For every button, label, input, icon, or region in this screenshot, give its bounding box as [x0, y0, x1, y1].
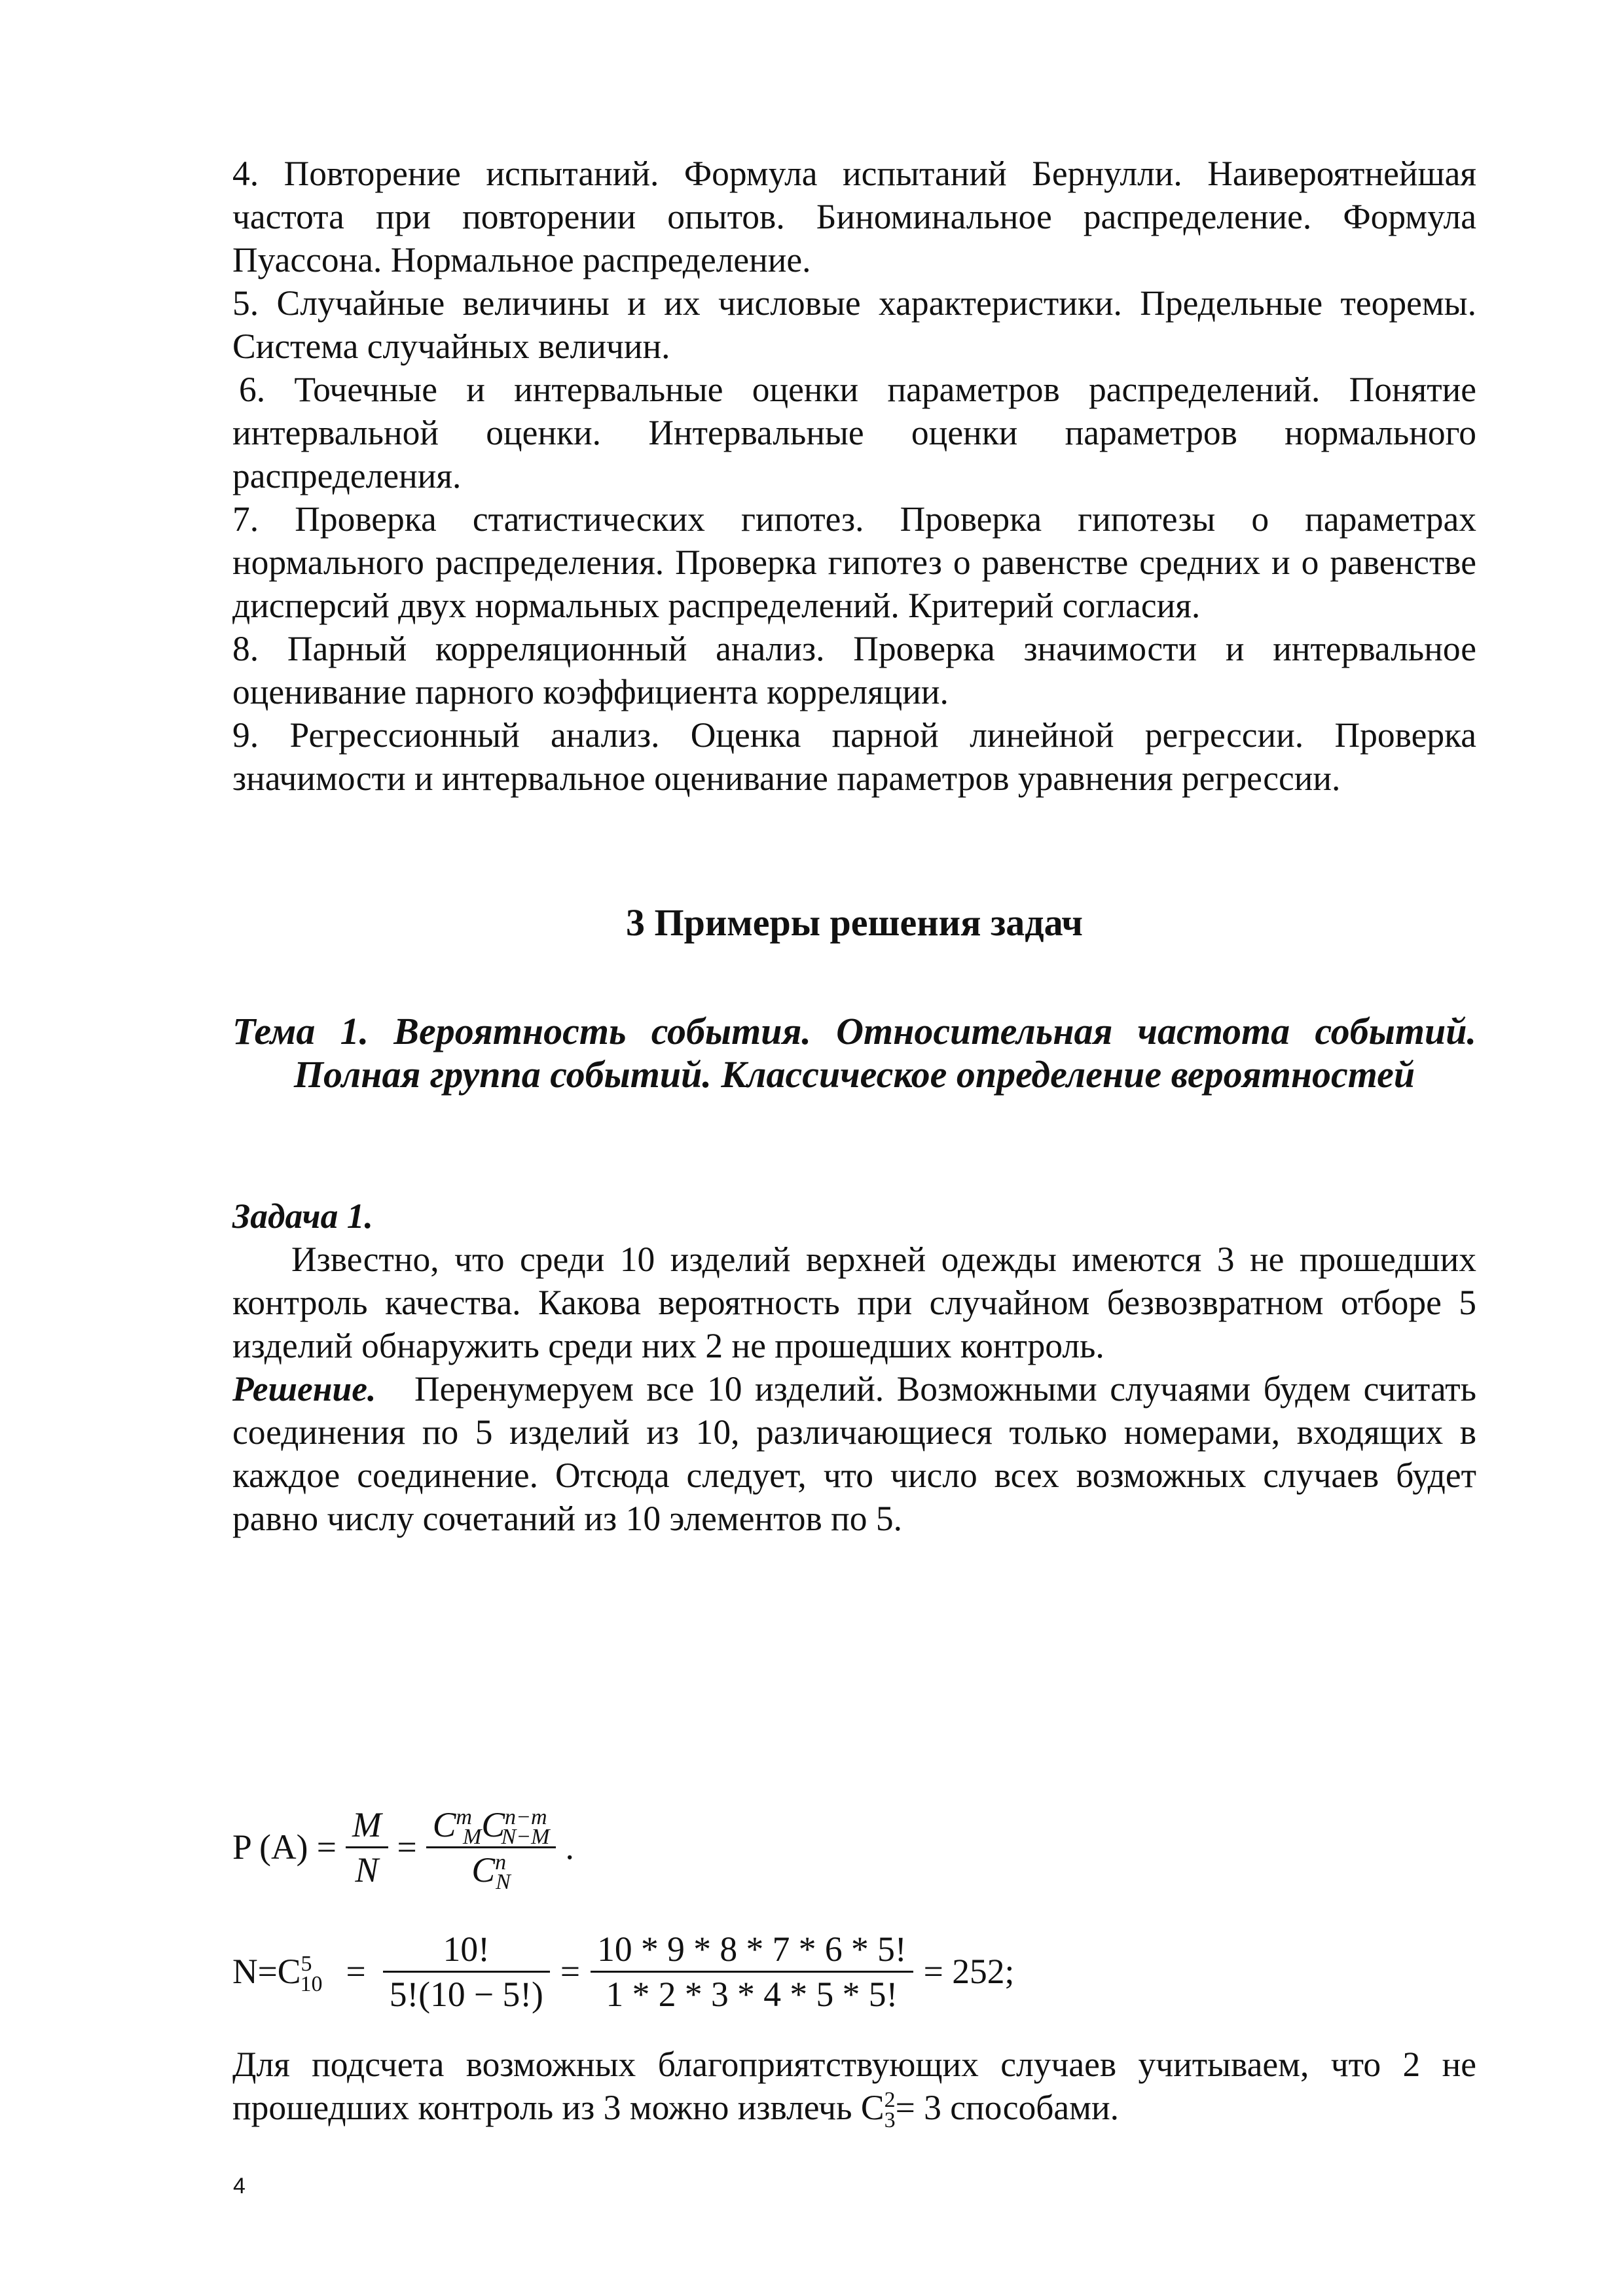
- list-item: 7. Проверка статистических гипотез. Проверка гипотезы о параметрах нормального распределения. Проверка гипотез о равенстве средних и о равенстве дисперсий двух нормальных распределений. Критерий согласия.: [232, 499, 1476, 625]
- fraction-denominator: 1 * 2 * 3 * 4 * 5 * 5!: [606, 1974, 898, 2014]
- section-title: 3 Примеры решения задач: [625, 901, 1084, 944]
- topics-list: [232, 152, 1476, 800]
- sup-index: m: [456, 1804, 472, 1829]
- final-text: [232, 2043, 1476, 2132]
- topic-title: Тема 1. Вероятность события. Относительная частота событий. Полная группа событий. Классическое определение вероятностей: [232, 1010, 1476, 1096]
- list-item: 6. Точечные и интервальные оценки параметров распределений. Понятие интервальной оценки. Интервальные оценки параметров нормального распределения.: [232, 370, 1476, 495]
- c-indices: [501, 1803, 550, 1850]
- equals-sign: =: [397, 1827, 417, 1867]
- formula1-end: .: [565, 1827, 574, 1867]
- fraction-denominator: [465, 1848, 517, 1895]
- fraction-numerator: 10 * 9 * 8 * 7 * 6 * 5!: [597, 1929, 907, 1969]
- fraction-denominator: 5!(10 − 5!): [389, 1974, 543, 2014]
- task-solution: [232, 1367, 1476, 1540]
- c-indices: [495, 1848, 511, 1895]
- page-number: 4: [233, 2174, 246, 2198]
- fraction-m-over-n: [346, 1803, 388, 1892]
- sup-index: 5: [301, 1952, 312, 1977]
- final-text-part1: Для подсчета возможных благоприятствующих случаев учитываем, что 2 не прошедших контроль из 3 можно извлечь C: [232, 2045, 1476, 2127]
- fraction-products: [591, 1928, 913, 2016]
- fraction-combinations: [426, 1803, 556, 1895]
- list-item: 8. Парный корреляционный анализ. Проверка значимости и интервальное оценивание парного коэффициента корреляции.: [232, 629, 1476, 711]
- combinations-formula: [232, 1929, 1149, 2014]
- sub-index: M: [462, 1825, 482, 1850]
- formula2-lhs: [232, 1950, 323, 1996]
- equals-sign: =: [346, 1952, 366, 1991]
- sup-index: 2: [884, 2088, 896, 2113]
- fraction-numerator: 10!: [443, 1929, 490, 1969]
- c-indices: [456, 1803, 482, 1850]
- sub-index: N−M: [501, 1825, 550, 1850]
- sup-index: n: [495, 1850, 507, 1874]
- fraction-denominator: N: [355, 1850, 379, 1890]
- task-label: Задача 1.: [232, 1196, 373, 1236]
- equals-sign: =: [560, 1952, 581, 1991]
- solution-label: Решение.: [232, 1369, 376, 1408]
- page-content: [232, 152, 1477, 2132]
- final-text-part2: = 3 способами.: [895, 2088, 1120, 2127]
- sub-index: 3: [884, 2108, 896, 2132]
- c-indices: [300, 1950, 323, 1996]
- task-statement: Известно, что среди 10 изделий верхней одежды имеются 3 не прошедших контроль качества. Какова вероятность при случайном безвозвратном отборе 5 изделий обнаружить среди них 2 не прошедших контроль.: [232, 1240, 1476, 1365]
- lhs-text: N=C: [232, 1952, 301, 1991]
- list-item: 5. Случайные величины и их числовые характеристики. Предельные теоремы. Система случайных величин.: [232, 283, 1476, 366]
- c-symbol: C: [481, 1804, 505, 1844]
- sub-index: 10: [300, 1971, 323, 1996]
- final-paragraph: [232, 2043, 1476, 2132]
- c-symbol: C: [471, 1850, 496, 1890]
- fraction-numerator: M: [352, 1804, 382, 1844]
- sub-index: N: [496, 1870, 511, 1895]
- list-item: 9. Регрессионный анализ. Оценка парной линейной регрессии. Проверка значимости и интервальное оценивание параметров уравнения регрессии.: [232, 715, 1476, 798]
- sup-index: n−m: [505, 1804, 547, 1829]
- c-symbol: C: [432, 1804, 456, 1844]
- probability-formula: [232, 1798, 953, 1896]
- formula1-lhs: P (A) =: [232, 1827, 337, 1867]
- c-indices: [884, 2086, 896, 2132]
- result: = 252;: [923, 1952, 1015, 1991]
- list-item: 4. Повторение испытаний. Формула испытаний Бернулли. Наивероятнейшая частота при повторении опытов. Биноминальное распределение. Формула Пуассона. Нормальное распределение.: [232, 154, 1476, 279]
- task-body: [232, 1238, 1476, 1540]
- solution-text: Перенумеруем все 10 изделий. Возможными случаями будем считать соединения по 5 изделий из 10, различающиеся только номерами, входящих в каждое соединение. Отсюда следует, что число всех возможных случаев будет равно числу сочетаний из 10 элементов по 5.: [232, 1369, 1477, 1538]
- fraction-factorials: [383, 1928, 550, 2016]
- fraction-numerator: [426, 1803, 556, 1850]
